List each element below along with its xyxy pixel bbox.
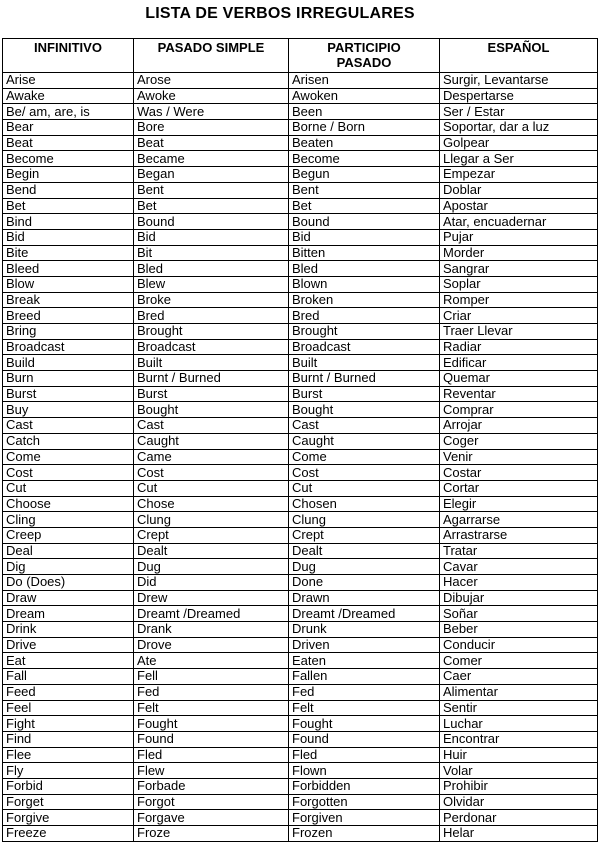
- infinitivo-cell: Build: [3, 355, 134, 371]
- espanol-cell: Empezar: [440, 167, 598, 183]
- pasado-simple-cell: Broke: [134, 292, 289, 308]
- infinitivo-cell: Bear: [3, 120, 134, 136]
- infinitivo-cell: Be/ am, are, is: [3, 104, 134, 120]
- table-row: [3, 104, 598, 120]
- espanol-cell: Traer Llevar: [440, 324, 598, 340]
- infinitivo-cell: Burst: [3, 386, 134, 402]
- participio-pasado-cell: Brought: [289, 324, 440, 340]
- participio-pasado-cell: Drawn: [289, 590, 440, 606]
- participio-pasado-cell: Crept: [289, 527, 440, 543]
- pasado-simple-cell: Fought: [134, 716, 289, 732]
- table-row: [3, 826, 598, 842]
- participio-pasado-cell: Drunk: [289, 622, 440, 638]
- infinitivo-cell: Bring: [3, 324, 134, 340]
- espanol-cell: Criar: [440, 308, 598, 324]
- table-row: [3, 480, 598, 496]
- table-row: [3, 637, 598, 653]
- pasado-simple-cell: Froze: [134, 826, 289, 842]
- infinitivo-cell: Draw: [3, 590, 134, 606]
- table-body: [3, 73, 598, 842]
- header-row: [3, 39, 598, 73]
- espanol-cell: Prohibir: [440, 778, 598, 794]
- infinitivo-cell: Feed: [3, 684, 134, 700]
- pasado-simple-cell: Bred: [134, 308, 289, 324]
- pasado-simple-cell: Brought: [134, 324, 289, 340]
- participio-pasado-cell: Bitten: [289, 245, 440, 261]
- espanol-cell: Encontrar: [440, 731, 598, 747]
- pasado-simple-cell: Bore: [134, 120, 289, 136]
- participio-pasado-cell: Dreamt /Dreamed: [289, 606, 440, 622]
- table-row: [3, 73, 598, 89]
- table-row: [3, 120, 598, 136]
- table-row: [3, 214, 598, 230]
- espanol-cell: Huir: [440, 747, 598, 763]
- infinitivo-cell: Cast: [3, 418, 134, 434]
- participio-pasado-cell: Fallen: [289, 669, 440, 685]
- table-header: [3, 39, 598, 73]
- espanol-cell: Agarrarse: [440, 512, 598, 528]
- table-row: [3, 590, 598, 606]
- table-row: [3, 276, 598, 292]
- table-row: [3, 559, 598, 575]
- espanol-cell: Sangrar: [440, 261, 598, 277]
- espanol-cell: Arrojar: [440, 418, 598, 434]
- infinitivo-cell: Fly: [3, 763, 134, 779]
- infinitivo-cell: Dream: [3, 606, 134, 622]
- infinitivo-cell: Break: [3, 292, 134, 308]
- participio-pasado-cell: Bent: [289, 182, 440, 198]
- pasado-simple-cell: Bound: [134, 214, 289, 230]
- table-row: [3, 778, 598, 794]
- table-row: [3, 135, 598, 151]
- pasado-simple-cell: Crept: [134, 527, 289, 543]
- espanol-cell: Olvidar: [440, 794, 598, 810]
- espanol-cell: Doblar: [440, 182, 598, 198]
- pasado-simple-cell: Bit: [134, 245, 289, 261]
- infinitivo-cell: Freeze: [3, 826, 134, 842]
- table-row: [3, 355, 598, 371]
- participio-pasado-cell: Built: [289, 355, 440, 371]
- espanol-cell: Comprar: [440, 402, 598, 418]
- pasado-simple-cell: Found: [134, 731, 289, 747]
- table-row: [3, 465, 598, 481]
- pasado-simple-cell: Fell: [134, 669, 289, 685]
- participio-pasado-cell: Chosen: [289, 496, 440, 512]
- espanol-cell: Coger: [440, 433, 598, 449]
- table-row: [3, 810, 598, 826]
- infinitivo-cell: Bind: [3, 214, 134, 230]
- participio-pasado-cell: Bred: [289, 308, 440, 324]
- page-title: LISTA DE VERBOS IRREGULARES: [145, 5, 415, 22]
- infinitivo-cell: Beat: [3, 135, 134, 151]
- infinitivo-cell: Flee: [3, 747, 134, 763]
- infinitivo-cell: Creep: [3, 527, 134, 543]
- espanol-cell: Hacer: [440, 575, 598, 591]
- table-row: [3, 151, 598, 167]
- pasado-simple-cell: Fed: [134, 684, 289, 700]
- pasado-simple-cell: Bent: [134, 182, 289, 198]
- infinitivo-cell: Forgive: [3, 810, 134, 826]
- espanol-cell: Reventar: [440, 386, 598, 402]
- table-row: [3, 700, 598, 716]
- participio-pasado-cell: Bet: [289, 198, 440, 214]
- infinitivo-cell: Come: [3, 449, 134, 465]
- participio-pasado-cell: Fed: [289, 684, 440, 700]
- infinitivo-cell: Find: [3, 731, 134, 747]
- espanol-cell: Arrastrarse: [440, 527, 598, 543]
- table-row: [3, 543, 598, 559]
- table-row: [3, 182, 598, 198]
- participio-pasado-cell: Dealt: [289, 543, 440, 559]
- participio-pasado-cell: Dug: [289, 559, 440, 575]
- infinitivo-cell: Arise: [3, 73, 134, 89]
- pasado-simple-cell: Cut: [134, 480, 289, 496]
- verbs-table: [2, 38, 598, 842]
- pasado-simple-cell: Flew: [134, 763, 289, 779]
- participio-pasado-cell: Broken: [289, 292, 440, 308]
- pasado-simple-cell: Beat: [134, 135, 289, 151]
- espanol-cell: Surgir, Levantarse: [440, 73, 598, 89]
- infinitivo-cell: Fight: [3, 716, 134, 732]
- table-row: [3, 167, 598, 183]
- table-row: [3, 575, 598, 591]
- participio-pasado-cell: Broadcast: [289, 339, 440, 355]
- table-row: [3, 245, 598, 261]
- pasado-simple-cell: Dealt: [134, 543, 289, 559]
- pasado-simple-cell: Came: [134, 449, 289, 465]
- espanol-cell: Conducir: [440, 637, 598, 653]
- espanol-cell: Quemar: [440, 371, 598, 387]
- header-pasado-simple: [134, 39, 289, 73]
- table-row: [3, 324, 598, 340]
- espanol-cell: Beber: [440, 622, 598, 638]
- participio-pasado-cell: Frozen: [289, 826, 440, 842]
- infinitivo-cell: Bet: [3, 198, 134, 214]
- infinitivo-cell: Drive: [3, 637, 134, 653]
- espanol-cell: Comer: [440, 653, 598, 669]
- table-row: [3, 669, 598, 685]
- infinitivo-cell: Do (Does): [3, 575, 134, 591]
- participio-pasado-cell: Burst: [289, 386, 440, 402]
- participio-pasado-cell: Eaten: [289, 653, 440, 669]
- espanol-cell: Despertarse: [440, 88, 598, 104]
- table-row: [3, 622, 598, 638]
- table-row: [3, 747, 598, 763]
- header-participio-pasado: [289, 39, 440, 73]
- infinitivo-cell: Feel: [3, 700, 134, 716]
- table-row: [3, 292, 598, 308]
- espanol-cell: Soplar: [440, 276, 598, 292]
- participio-pasado-cell: Been: [289, 104, 440, 120]
- header-label: PARTICIPIO PASADO: [327, 40, 401, 70]
- table-row: [3, 418, 598, 434]
- table-row: [3, 716, 598, 732]
- table-row: [3, 794, 598, 810]
- espanol-cell: Pujar: [440, 229, 598, 245]
- infinitivo-cell: Eat: [3, 653, 134, 669]
- participio-pasado-cell: Fled: [289, 747, 440, 763]
- espanol-cell: Dibujar: [440, 590, 598, 606]
- pasado-simple-cell: Forbade: [134, 778, 289, 794]
- espanol-cell: Cavar: [440, 559, 598, 575]
- espanol-cell: Morder: [440, 245, 598, 261]
- infinitivo-cell: Blow: [3, 276, 134, 292]
- infinitivo-cell: Bid: [3, 229, 134, 245]
- participio-pasado-cell: Felt: [289, 700, 440, 716]
- table-row: [3, 339, 598, 355]
- espanol-cell: Edificar: [440, 355, 598, 371]
- table-row: [3, 763, 598, 779]
- table-row: [3, 653, 598, 669]
- espanol-cell: Cortar: [440, 480, 598, 496]
- table-row: [3, 512, 598, 528]
- participio-pasado-cell: Cut: [289, 480, 440, 496]
- table-row: [3, 308, 598, 324]
- pasado-simple-cell: Burnt / Burned: [134, 371, 289, 387]
- participio-pasado-cell: Clung: [289, 512, 440, 528]
- infinitivo-cell: Cost: [3, 465, 134, 481]
- pasado-simple-cell: Did: [134, 575, 289, 591]
- infinitivo-cell: Forget: [3, 794, 134, 810]
- table-row: [3, 449, 598, 465]
- infinitivo-cell: Broadcast: [3, 339, 134, 355]
- header-label: PASADO SIMPLE: [157, 40, 265, 55]
- participio-pasado-cell: Bled: [289, 261, 440, 277]
- espanol-cell: Elegir: [440, 496, 598, 512]
- table-row: [3, 496, 598, 512]
- header-espanol: [440, 39, 598, 73]
- pasado-simple-cell: Caught: [134, 433, 289, 449]
- table-row: [3, 229, 598, 245]
- participio-pasado-cell: Begun: [289, 167, 440, 183]
- pasado-simple-cell: Built: [134, 355, 289, 371]
- espanol-cell: Luchar: [440, 716, 598, 732]
- table-row: [3, 684, 598, 700]
- pasado-simple-cell: Bet: [134, 198, 289, 214]
- infinitivo-cell: Become: [3, 151, 134, 167]
- pasado-simple-cell: Ate: [134, 653, 289, 669]
- header-label: ESPAÑOL: [487, 40, 550, 55]
- infinitivo-cell: Begin: [3, 167, 134, 183]
- participio-pasado-cell: Cast: [289, 418, 440, 434]
- pasado-simple-cell: Blew: [134, 276, 289, 292]
- infinitivo-cell: Dig: [3, 559, 134, 575]
- pasado-simple-cell: Drove: [134, 637, 289, 653]
- table-row: [3, 88, 598, 104]
- pasado-simple-cell: Dreamt /Dreamed: [134, 606, 289, 622]
- pasado-simple-cell: Began: [134, 167, 289, 183]
- infinitivo-cell: Breed: [3, 308, 134, 324]
- espanol-cell: Soportar, dar a luz: [440, 120, 598, 136]
- infinitivo-cell: Bite: [3, 245, 134, 261]
- table-row: [3, 402, 598, 418]
- table-row: [3, 371, 598, 387]
- espanol-cell: Soñar: [440, 606, 598, 622]
- infinitivo-cell: Burn: [3, 371, 134, 387]
- infinitivo-cell: Choose: [3, 496, 134, 512]
- participio-pasado-cell: Fought: [289, 716, 440, 732]
- pasado-simple-cell: Drew: [134, 590, 289, 606]
- espanol-cell: Golpear: [440, 135, 598, 151]
- infinitivo-cell: Bleed: [3, 261, 134, 277]
- table-row: [3, 731, 598, 747]
- participio-pasado-cell: Blown: [289, 276, 440, 292]
- participio-pasado-cell: Burnt / Burned: [289, 371, 440, 387]
- participio-pasado-cell: Driven: [289, 637, 440, 653]
- infinitivo-cell: Catch: [3, 433, 134, 449]
- participio-pasado-cell: Come: [289, 449, 440, 465]
- espanol-cell: Radiar: [440, 339, 598, 355]
- participio-pasado-cell: Done: [289, 575, 440, 591]
- participio-pasado-cell: Bought: [289, 402, 440, 418]
- participio-pasado-cell: Found: [289, 731, 440, 747]
- participio-pasado-cell: Beaten: [289, 135, 440, 151]
- espanol-cell: Ser / Estar: [440, 104, 598, 120]
- infinitivo-cell: Forbid: [3, 778, 134, 794]
- participio-pasado-cell: Forgiven: [289, 810, 440, 826]
- table-row: [3, 606, 598, 622]
- pasado-simple-cell: Bid: [134, 229, 289, 245]
- pasado-simple-cell: Forgot: [134, 794, 289, 810]
- pasado-simple-cell: Cost: [134, 465, 289, 481]
- espanol-cell: Apostar: [440, 198, 598, 214]
- espanol-cell: Atar, encuadernar: [440, 214, 598, 230]
- table-row: [3, 527, 598, 543]
- pasado-simple-cell: Broadcast: [134, 339, 289, 355]
- espanol-cell: Alimentar: [440, 684, 598, 700]
- table-row: [3, 433, 598, 449]
- espanol-cell: Romper: [440, 292, 598, 308]
- espanol-cell: Venir: [440, 449, 598, 465]
- pasado-simple-cell: Chose: [134, 496, 289, 512]
- pasado-simple-cell: Burst: [134, 386, 289, 402]
- participio-pasado-cell: Forbidden: [289, 778, 440, 794]
- participio-pasado-cell: Cost: [289, 465, 440, 481]
- header-infinitivo: [3, 39, 134, 73]
- espanol-cell: Tratar: [440, 543, 598, 559]
- espanol-cell: Caer: [440, 669, 598, 685]
- pasado-simple-cell: Became: [134, 151, 289, 167]
- pasado-simple-cell: Arose: [134, 73, 289, 89]
- infinitivo-cell: Drink: [3, 622, 134, 638]
- infinitivo-cell: Awake: [3, 88, 134, 104]
- espanol-cell: Perdonar: [440, 810, 598, 826]
- infinitivo-cell: Buy: [3, 402, 134, 418]
- pasado-simple-cell: Dug: [134, 559, 289, 575]
- espanol-cell: Llegar a Ser: [440, 151, 598, 167]
- pasado-simple-cell: Bought: [134, 402, 289, 418]
- pasado-simple-cell: Forgave: [134, 810, 289, 826]
- participio-pasado-cell: Bound: [289, 214, 440, 230]
- table-row: [3, 261, 598, 277]
- pasado-simple-cell: Cast: [134, 418, 289, 434]
- espanol-cell: Helar: [440, 826, 598, 842]
- participio-pasado-cell: Arisen: [289, 73, 440, 89]
- header-label: INFINITIVO: [34, 40, 102, 55]
- pasado-simple-cell: Drank: [134, 622, 289, 638]
- infinitivo-cell: Fall: [3, 669, 134, 685]
- infinitivo-cell: Cling: [3, 512, 134, 528]
- table-row: [3, 198, 598, 214]
- participio-pasado-cell: Forgotten: [289, 794, 440, 810]
- espanol-cell: Volar: [440, 763, 598, 779]
- pasado-simple-cell: Bled: [134, 261, 289, 277]
- participio-pasado-cell: Bid: [289, 229, 440, 245]
- infinitivo-cell: Cut: [3, 480, 134, 496]
- espanol-cell: Sentir: [440, 700, 598, 716]
- infinitivo-cell: Deal: [3, 543, 134, 559]
- participio-pasado-cell: Flown: [289, 763, 440, 779]
- pasado-simple-cell: Fled: [134, 747, 289, 763]
- espanol-cell: Costar: [440, 465, 598, 481]
- participio-pasado-cell: Awoken: [289, 88, 440, 104]
- table-row: [3, 386, 598, 402]
- pasado-simple-cell: Awoke: [134, 88, 289, 104]
- infinitivo-cell: Bend: [3, 182, 134, 198]
- participio-pasado-cell: Borne / Born: [289, 120, 440, 136]
- pasado-simple-cell: Was / Were: [134, 104, 289, 120]
- pasado-simple-cell: Felt: [134, 700, 289, 716]
- participio-pasado-cell: Caught: [289, 433, 440, 449]
- participio-pasado-cell: Become: [289, 151, 440, 167]
- pasado-simple-cell: Clung: [134, 512, 289, 528]
